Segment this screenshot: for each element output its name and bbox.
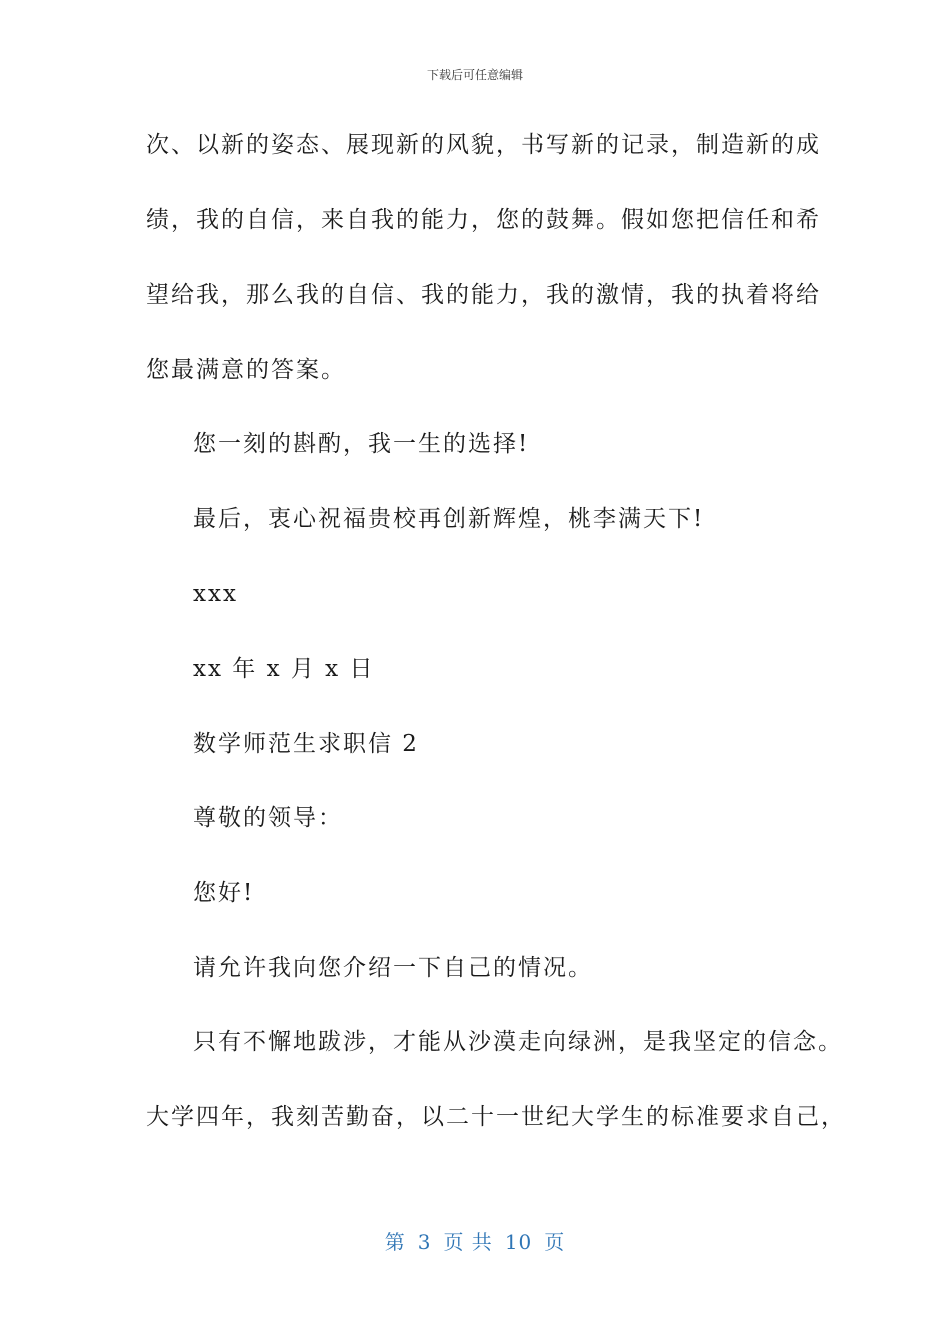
signature-name: xxx — [193, 581, 238, 607]
body-line: 望给我，那么我的自信、我的能力，我的激情，我的执着将给 — [146, 282, 821, 308]
body-line: 请允许我向您介绍一下自己的情况。 — [193, 955, 593, 981]
body-line: 次、以新的姿态、展现新的风貌，书写新的记录，制造新的成 — [146, 132, 821, 158]
greeting: 您好! — [193, 880, 255, 906]
page-header: 下载后可任意编辑 — [426, 68, 523, 82]
footer-middle: 页 共 — [443, 1230, 493, 1254]
current-page-number: 3 — [417, 1230, 432, 1254]
body-line: 您最满意的答案。 — [146, 357, 346, 383]
page-footer — [0, 1226, 950, 1255]
body-line: 只有不懈地跋涉，才能从沙漠走向绿洲，是我坚定的信念。 — [193, 1029, 843, 1055]
total-page-count: 10 — [504, 1230, 533, 1254]
section-title: 数学师范生求职信 2 — [193, 731, 419, 757]
salutation: 尊敬的领导： — [193, 805, 343, 831]
body-line: 大学四年，我刻苦勤奋，以二十一世纪大学生的标准要求自己， — [146, 1104, 846, 1130]
body-line: 最后，衷心祝福贵校再创新辉煌，桃李满天下! — [193, 506, 705, 532]
signature-date: xx 年 x 月 x 日 — [193, 656, 375, 682]
body-line: 您一刻的斟酌，我一生的选择! — [193, 431, 530, 457]
footer-suffix: 页 — [544, 1230, 566, 1254]
body-line: 绩，我的自信，来自我的能力，您的鼓舞。假如您把信任和希 — [146, 207, 821, 233]
footer-prefix: 第 — [384, 1230, 406, 1254]
